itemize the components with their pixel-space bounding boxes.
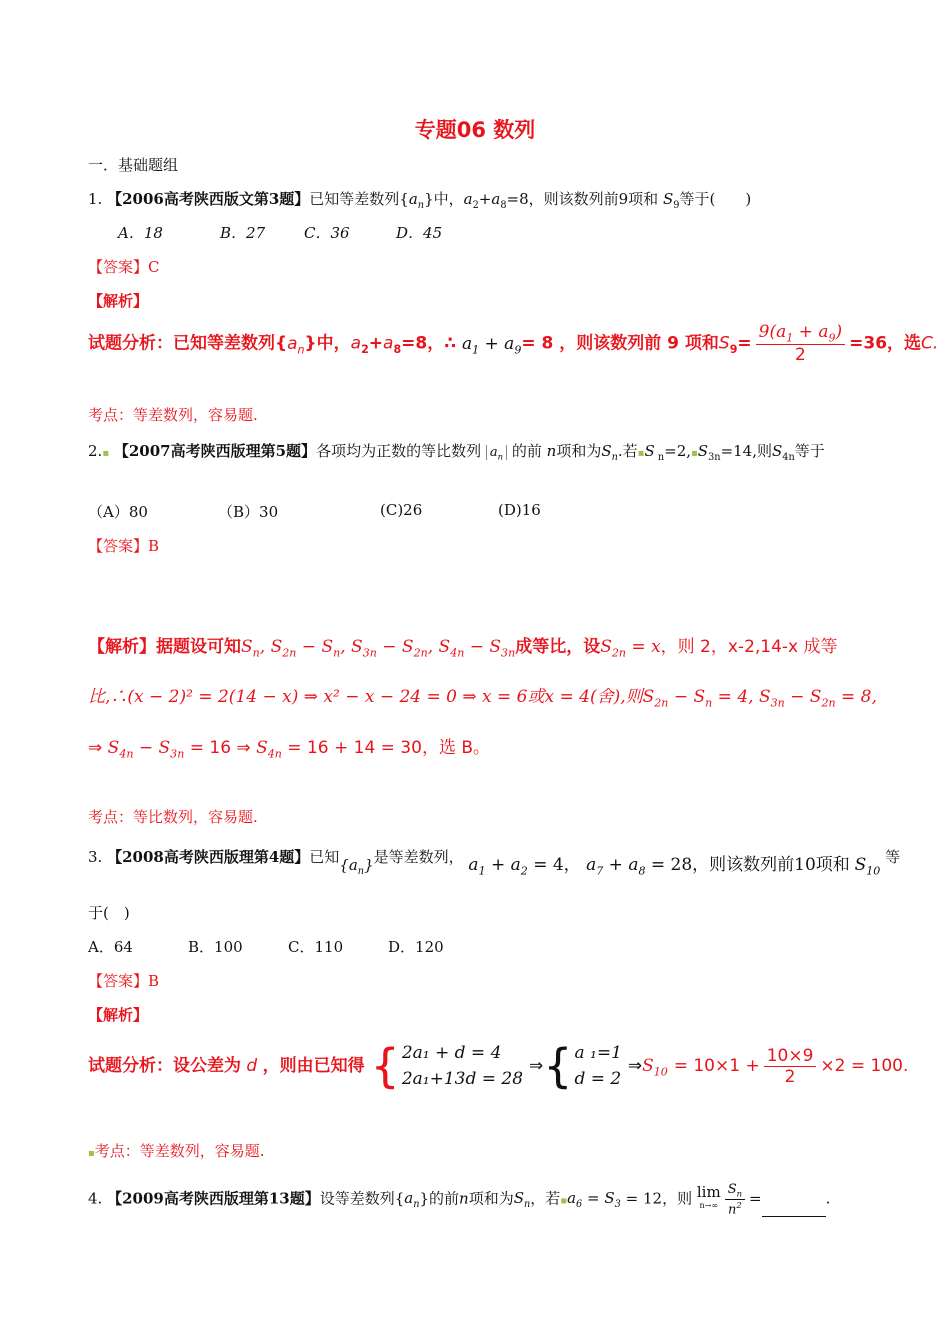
option-d: D．45 <box>396 224 443 242</box>
option-a: （A）80 <box>88 503 148 521</box>
analysis-1: 试题分析：已知等差数列$\{a_n\}$中，$a_2+a_8=8$，∴ $a_1 + a_9= 8$ ，则该数列前 9 项和$S_9=$ $\frac{9(a_1 + a_9)}{2}$ =36，选C. <box>88 322 939 366</box>
question-2: 2.▪ 【2007高考陕西版理第5题】各项均为正数的等比数列 $a_n$ 的前 n项和为$S_n$.若▪S $_n=2,▪S_{3n}=14$,则$S_{4n}$等于 <box>88 442 825 463</box>
analysis-label-1: 【解析】 <box>88 292 149 310</box>
kaodian-3: ▪考点：等差数列，容易题. <box>88 1142 265 1160</box>
page-title: 专题06 数列 <box>414 118 536 142</box>
option-d: D．120 <box>388 938 444 956</box>
option-d: (D)16 <box>498 501 541 519</box>
question-3: 3. 【2008高考陕西版理第4题】已知$\{a_n\}$是等差数列， $a_1 + a_2 = 4$， $a_7 + a_8 = 28$，则该数列前10项和 $S_{10}$ 等 <box>88 848 901 878</box>
option-a: A．18 <box>118 224 163 242</box>
question-4: 4. 【2009高考陕西版理第13题】设等差数列$\{a_n\}$的前n项和为$S_n$，若$▪a_6 = S_3 = 12$，则 lim n→∞ $\frac{S_n}{n^2}$ = . <box>88 1182 831 1217</box>
analysis-2-line-2: 比,∴(x − 2)² = 2(14 − x) ⇒ x² − x − 24 = 0 ⇒ x = 6或x = 4(舍),则$S_{2n} - S_n = 4$, $S_{3n} - S_{2n} = 8$, <box>88 687 877 710</box>
answer-2: 【答案】B <box>88 537 160 555</box>
analysis-label-3: 【解析】 <box>88 1006 149 1024</box>
analysis-2-line-3: ⇒ $S_{4n} - S_{3n} = 16$ ⇒ $S_{4n} = 16 + 14 = 30$，选 B。 <box>88 738 491 761</box>
analysis-2-line-1: 【解析】据题设可知$S_n$, $S_{2n} - S_n$, $S_{3n} - S_{2n}$, $S_{4n} - S_{3n}$成等比，设$S_{2n} = x$，则 2，x-2,14-x 成等 <box>88 637 838 660</box>
answer-blank[interactable] <box>762 1198 826 1217</box>
option-b: （B）30 <box>218 503 279 521</box>
question-number: 1. <box>88 190 103 208</box>
analysis-3: 试题分析：设公差为 d ，则由已知得 { 2a₁ + d = 4 2a₁+13d = 28 ⇒{ a ₁=1 d = 2 $\Rightarrow S_{10} = 10\times 1$ + $\frac{10\times 9}{2}$ ×2 = 100. <box>88 1039 909 1093</box>
option-b: B．100 <box>188 938 243 956</box>
kaodian-1: 考点：等差数列，容易题. <box>88 406 258 424</box>
option-c: C．36 <box>304 224 350 242</box>
option-b: B．27 <box>220 224 266 242</box>
answer-1: 【答案】C <box>88 258 160 276</box>
question-source: 【2006高考陕西版文第3题】 <box>107 190 310 208</box>
answer-3: 【答案】B <box>88 972 160 990</box>
option-a: A．64 <box>88 938 133 956</box>
option-c: (C)26 <box>380 501 423 519</box>
kaodian-2: 考点：等比数列，容易题. <box>88 808 258 826</box>
option-c: C．110 <box>288 938 344 956</box>
section-heading: 一．基础题组 <box>88 156 179 174</box>
question-1: 1. 【2006高考陕西版文第3题】已知等差数列$\{a_n\}$中，$a_2+a_8=8$，则该数列前9项和 $S_9$等于( ) <box>88 190 752 211</box>
question-3-cont: 于( ) <box>88 904 130 922</box>
